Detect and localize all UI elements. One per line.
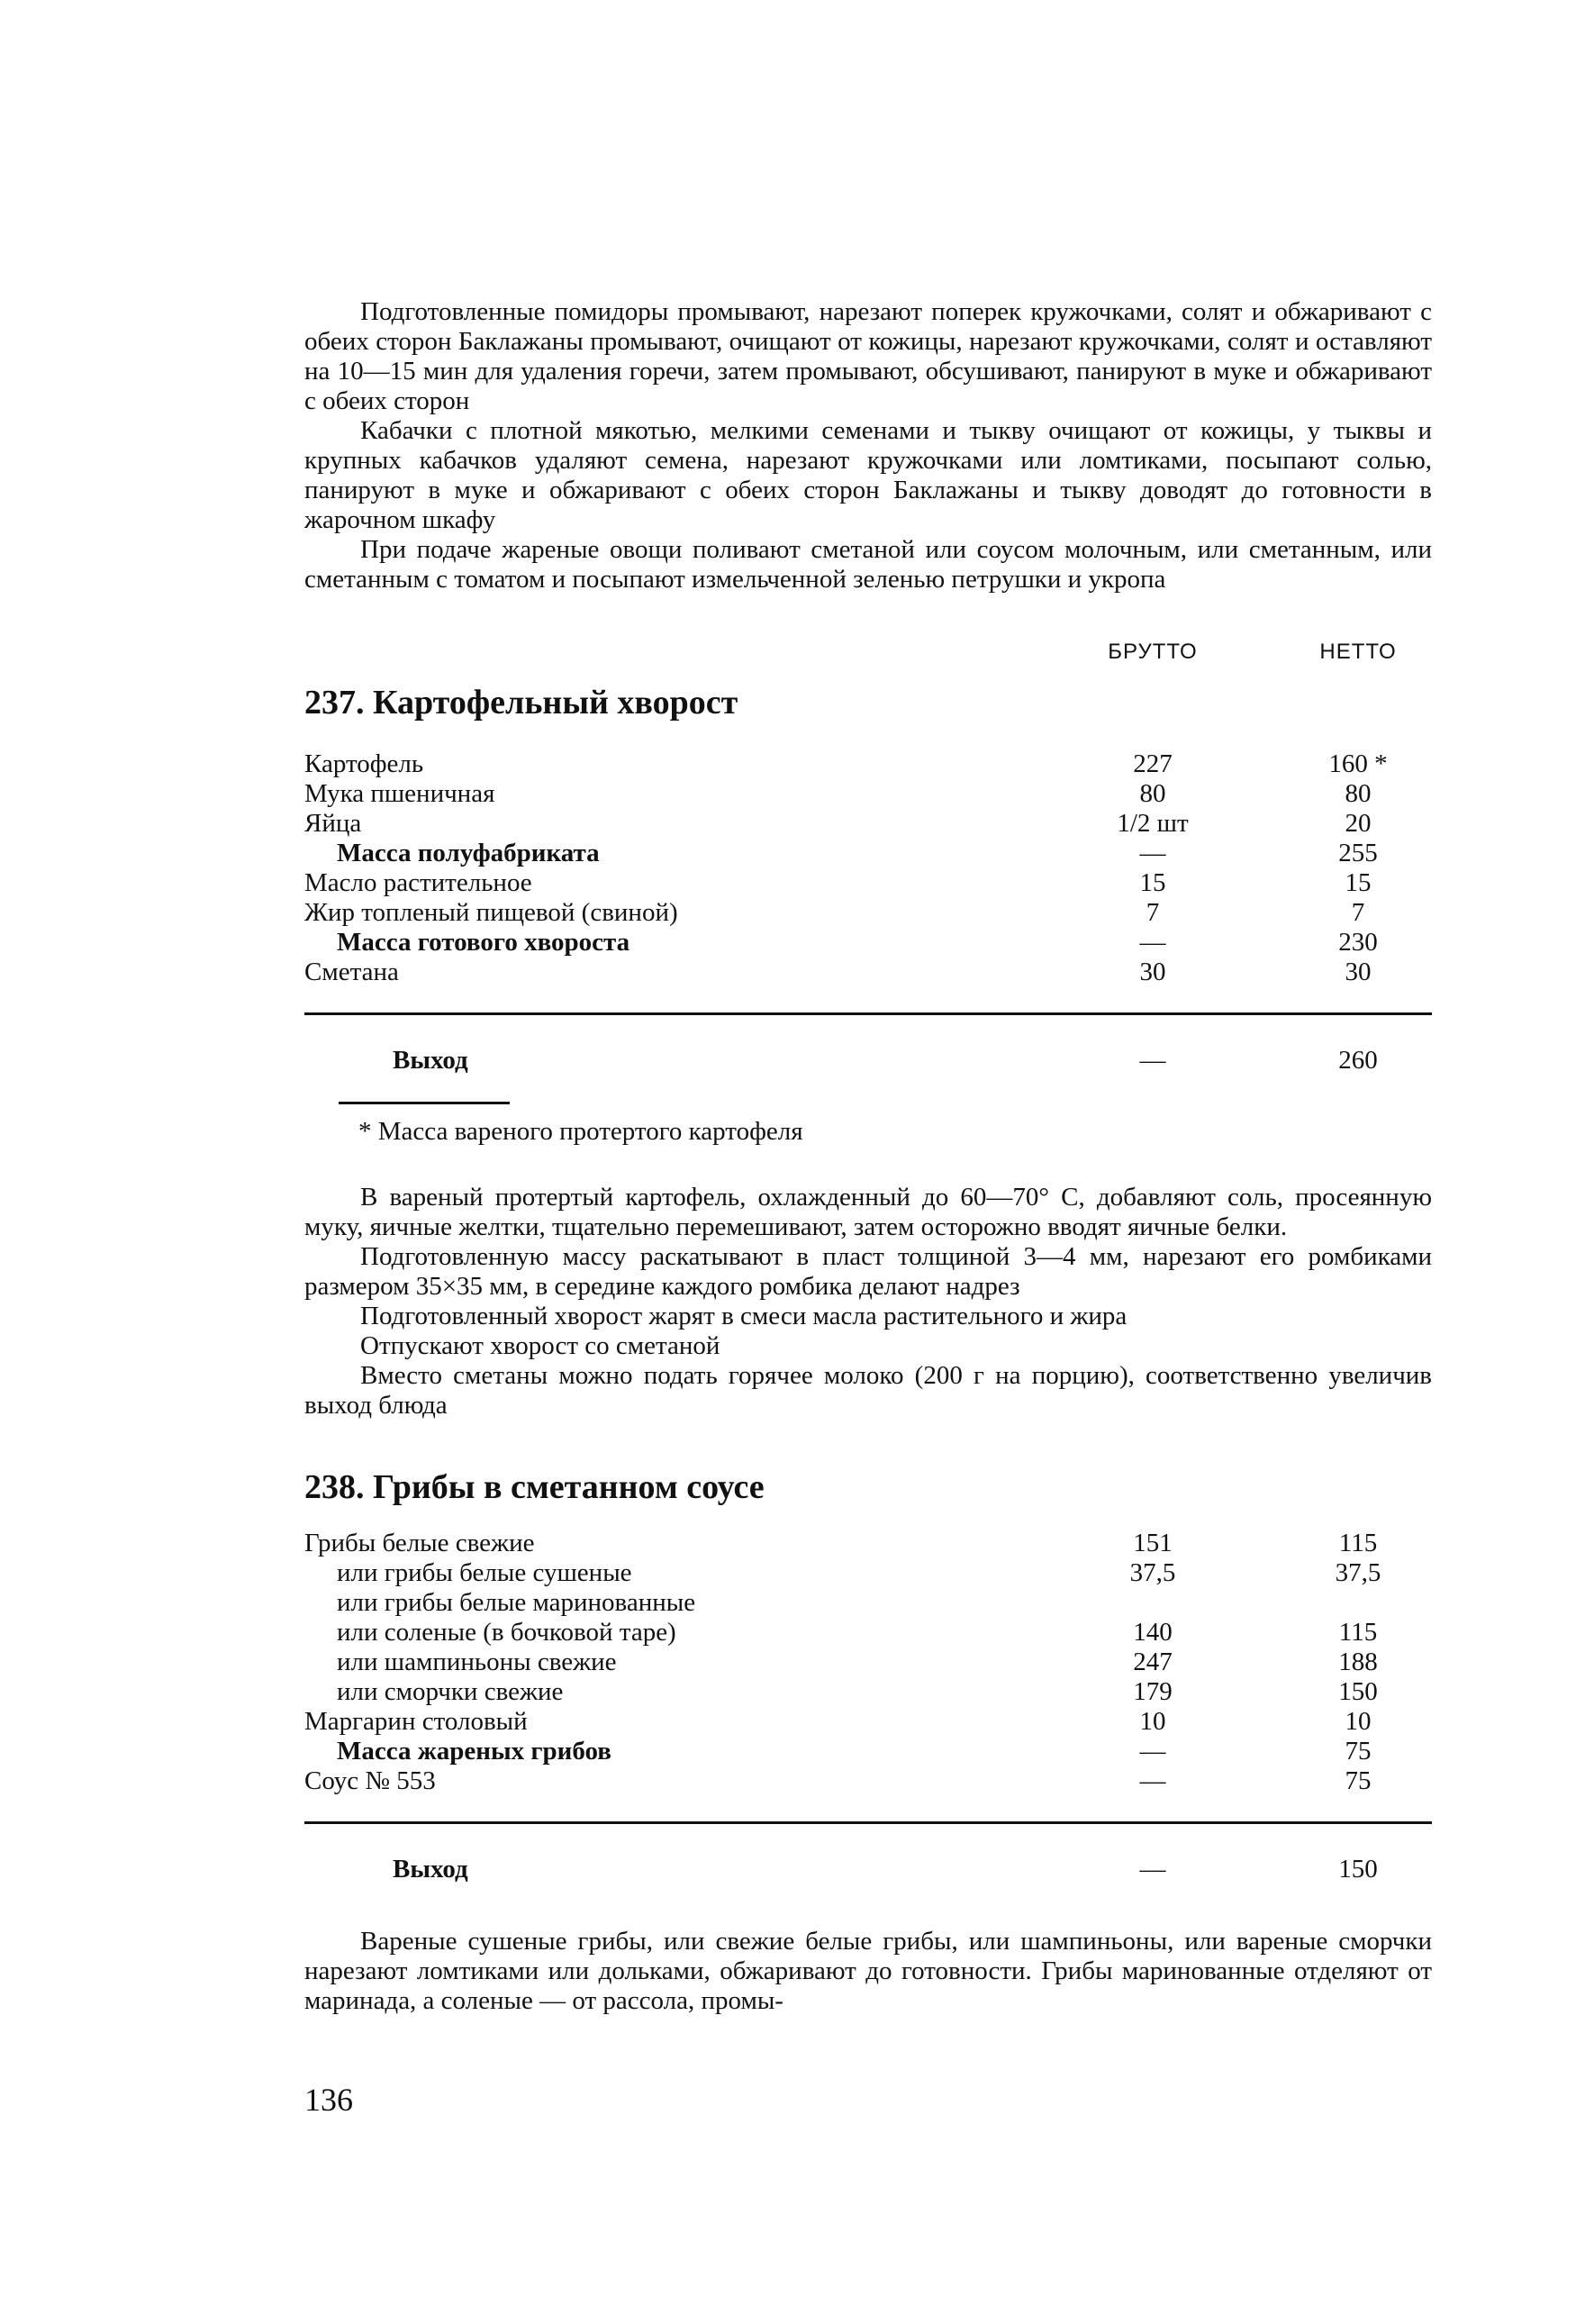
footnote: * Масса вареного протертого картофеля bbox=[358, 1117, 803, 1146]
ingredient-name: или грибы белые маринованные bbox=[337, 1588, 696, 1617]
description-paragraph: Вместо сметаны можно подать горячее молоко (200 г на порцию), соответственно увеличив выход блюда bbox=[304, 1361, 1432, 1420]
brutto-value: 227 bbox=[1133, 749, 1173, 778]
table-divider bbox=[304, 1012, 1432, 1015]
yield-row bbox=[304, 1046, 1432, 1082]
ingredient-name: Грибы белые свежие bbox=[304, 1529, 535, 1557]
brutto-value: 37,5 bbox=[1129, 1558, 1176, 1587]
table-row bbox=[304, 958, 1432, 987]
ingredient-name: или соленые (в бочковой таре) bbox=[337, 1618, 676, 1647]
netto-value: 7 bbox=[1351, 898, 1365, 927]
yield-netto: 150 bbox=[1338, 1855, 1378, 1884]
table-row bbox=[304, 1648, 1432, 1677]
netto-value: 10 bbox=[1345, 1707, 1372, 1736]
recipe-237-title: 237. Картофельный хворост bbox=[304, 684, 738, 722]
brutto-value: — bbox=[1139, 1737, 1166, 1766]
table-row bbox=[304, 839, 1432, 868]
brutto-value: 140 bbox=[1133, 1618, 1173, 1647]
page bbox=[304, 297, 1432, 2016]
netto-value: 75 bbox=[1345, 1766, 1372, 1795]
table-row bbox=[304, 1737, 1432, 1766]
table-row bbox=[304, 1707, 1432, 1737]
intro-text bbox=[304, 297, 1432, 595]
netto-value: 30 bbox=[1345, 958, 1372, 986]
recipe-238-description bbox=[304, 1927, 1432, 2016]
ingredient-name: Картофель bbox=[304, 749, 424, 778]
netto-value: 75 bbox=[1345, 1737, 1372, 1766]
column-headers bbox=[304, 640, 1432, 676]
brutto-header: БРУТТО bbox=[1108, 640, 1198, 664]
yield-label: Выход bbox=[393, 1855, 468, 1884]
table-row bbox=[304, 928, 1432, 958]
description-paragraph: Отпускают хворост со сметаной bbox=[360, 1331, 720, 1360]
brutto-value: — bbox=[1139, 1766, 1166, 1795]
intro-paragraph: При подаче жареные овощи поливают сметаной или соусом молочным, или сметанным, или сметанным с томатом и посыпают измельченной зеленью петрушки и укропа bbox=[304, 535, 1432, 594]
netto-value: 230 bbox=[1338, 928, 1378, 957]
ingredient-name: Масса полуфабриката bbox=[337, 839, 600, 867]
table-row bbox=[304, 868, 1432, 898]
table-row bbox=[304, 1618, 1432, 1648]
table-row bbox=[304, 898, 1432, 928]
recipe-237-table bbox=[304, 749, 1432, 987]
brutto-value: 179 bbox=[1133, 1677, 1173, 1706]
ingredient-name: или грибы белые сушеные bbox=[337, 1558, 632, 1587]
footnote-divider bbox=[339, 1102, 510, 1104]
brutto-value: 247 bbox=[1133, 1648, 1173, 1676]
brutto-value: 7 bbox=[1146, 898, 1160, 927]
yield-brutto: — bbox=[1139, 1855, 1166, 1884]
netto-value: 255 bbox=[1338, 839, 1378, 867]
description-paragraph: Подготовленную массу раскатывают в пласт толщиной 3—4 мм, нарезают его ромбиками размером 35×35 мм, в середине каждого ромбика делают надрез bbox=[304, 1242, 1432, 1301]
yield-label: Выход bbox=[393, 1046, 468, 1075]
ingredient-name: или шампиньоны свежие bbox=[337, 1648, 617, 1676]
intro-paragraph: Подготовленные помидоры промывают, нарезают поперек кружочками, солят и обжаривают с обеих сторон Баклажаны промывают, очищают от кожицы, нарезают кружочками, солят и оставляют на 10—15 мин для удаления горечи, затем промывают, обсушивают, панируют в муке и обжаривают с обеих сторон bbox=[304, 297, 1432, 415]
netto-value: 150 bbox=[1338, 1677, 1378, 1706]
ingredient-name: Мука пшеничная bbox=[304, 779, 495, 808]
ingredient-name: Масса готового хвороста bbox=[337, 928, 630, 957]
description-paragraph: Вареные сушеные грибы, или свежие белые грибы, или шампиньоны, или вареные сморчки нарезают ломтиками или дольками, обжаривают до готовности. Грибы маринованные отделяют от маринада, а соленые — от рассола, промы- bbox=[304, 1927, 1432, 2015]
table-row bbox=[304, 1529, 1432, 1558]
description-paragraph: В вареный протертый картофель, охлажденный до 60—70° С, добавляют соль, просеянную муку, яичные желтки, тщательно перемешивают, затем осторожно вводят яичные белки. bbox=[304, 1183, 1432, 1241]
yield-row bbox=[304, 1855, 1432, 1891]
ingredient-name: Маргарин столовый bbox=[304, 1707, 528, 1736]
recipe-238-title: 238. Грибы в сметанном соусе bbox=[304, 1468, 765, 1506]
table-row bbox=[304, 779, 1432, 809]
netto-value: 160 * bbox=[1328, 749, 1388, 778]
brutto-value: — bbox=[1139, 839, 1166, 867]
ingredient-name: Масса жареных грибов bbox=[337, 1737, 611, 1766]
ingredient-name: Жир топленый пищевой (свиной) bbox=[304, 898, 678, 927]
netto-value: 20 bbox=[1345, 809, 1372, 838]
table-row bbox=[304, 749, 1432, 779]
brutto-value: 151 bbox=[1133, 1529, 1173, 1557]
netto-value: 15 bbox=[1345, 868, 1372, 897]
recipe-237-description bbox=[304, 1183, 1432, 1421]
table-divider bbox=[304, 1821, 1432, 1824]
brutto-value: 10 bbox=[1139, 1707, 1166, 1736]
netto-value: 188 bbox=[1338, 1648, 1378, 1676]
recipe-238-table bbox=[304, 1529, 1432, 1796]
description-paragraph: Подготовленный хворост жарят в смеси масла растительного и жира bbox=[360, 1302, 1128, 1330]
intro-paragraph: Кабачки с плотной мякотью, мелкими семенами и тыкву очищают от кожицы, у тыквы и крупных кабачков удаляют семена, нарезают кружочками или ломтиками, посыпают солью, панируют в муке и обжаривают с обеих сторон Баклажаны и тыкву доводят до готовности в жарочном шкафу bbox=[304, 416, 1432, 534]
page-number: 136 bbox=[304, 2082, 353, 2118]
brutto-value: 15 bbox=[1139, 868, 1166, 897]
netto-value: 37,5 bbox=[1335, 1558, 1381, 1587]
table-row bbox=[304, 1766, 1432, 1796]
ingredient-name: или сморчки свежие bbox=[337, 1677, 564, 1706]
netto-header: НЕТТО bbox=[1319, 640, 1397, 664]
table-row bbox=[304, 1677, 1432, 1707]
brutto-value: — bbox=[1139, 928, 1166, 957]
yield-brutto: — bbox=[1139, 1046, 1166, 1075]
netto-value: 80 bbox=[1345, 779, 1372, 808]
table-row bbox=[304, 1588, 1432, 1618]
ingredient-name: Масло растительное bbox=[304, 868, 532, 897]
brutto-value: 1/2 шт bbox=[1117, 809, 1189, 838]
ingredient-name: Яйца bbox=[304, 809, 362, 838]
ingredient-name: Сметана bbox=[304, 958, 399, 986]
netto-value: 115 bbox=[1338, 1529, 1378, 1557]
brutto-value: 30 bbox=[1139, 958, 1166, 986]
netto-value: 115 bbox=[1338, 1618, 1378, 1647]
table-row bbox=[304, 1558, 1432, 1588]
table-row bbox=[304, 809, 1432, 839]
brutto-value: 80 bbox=[1139, 779, 1166, 808]
ingredient-name: Соус № 553 bbox=[304, 1766, 436, 1795]
yield-netto: 260 bbox=[1338, 1046, 1378, 1075]
